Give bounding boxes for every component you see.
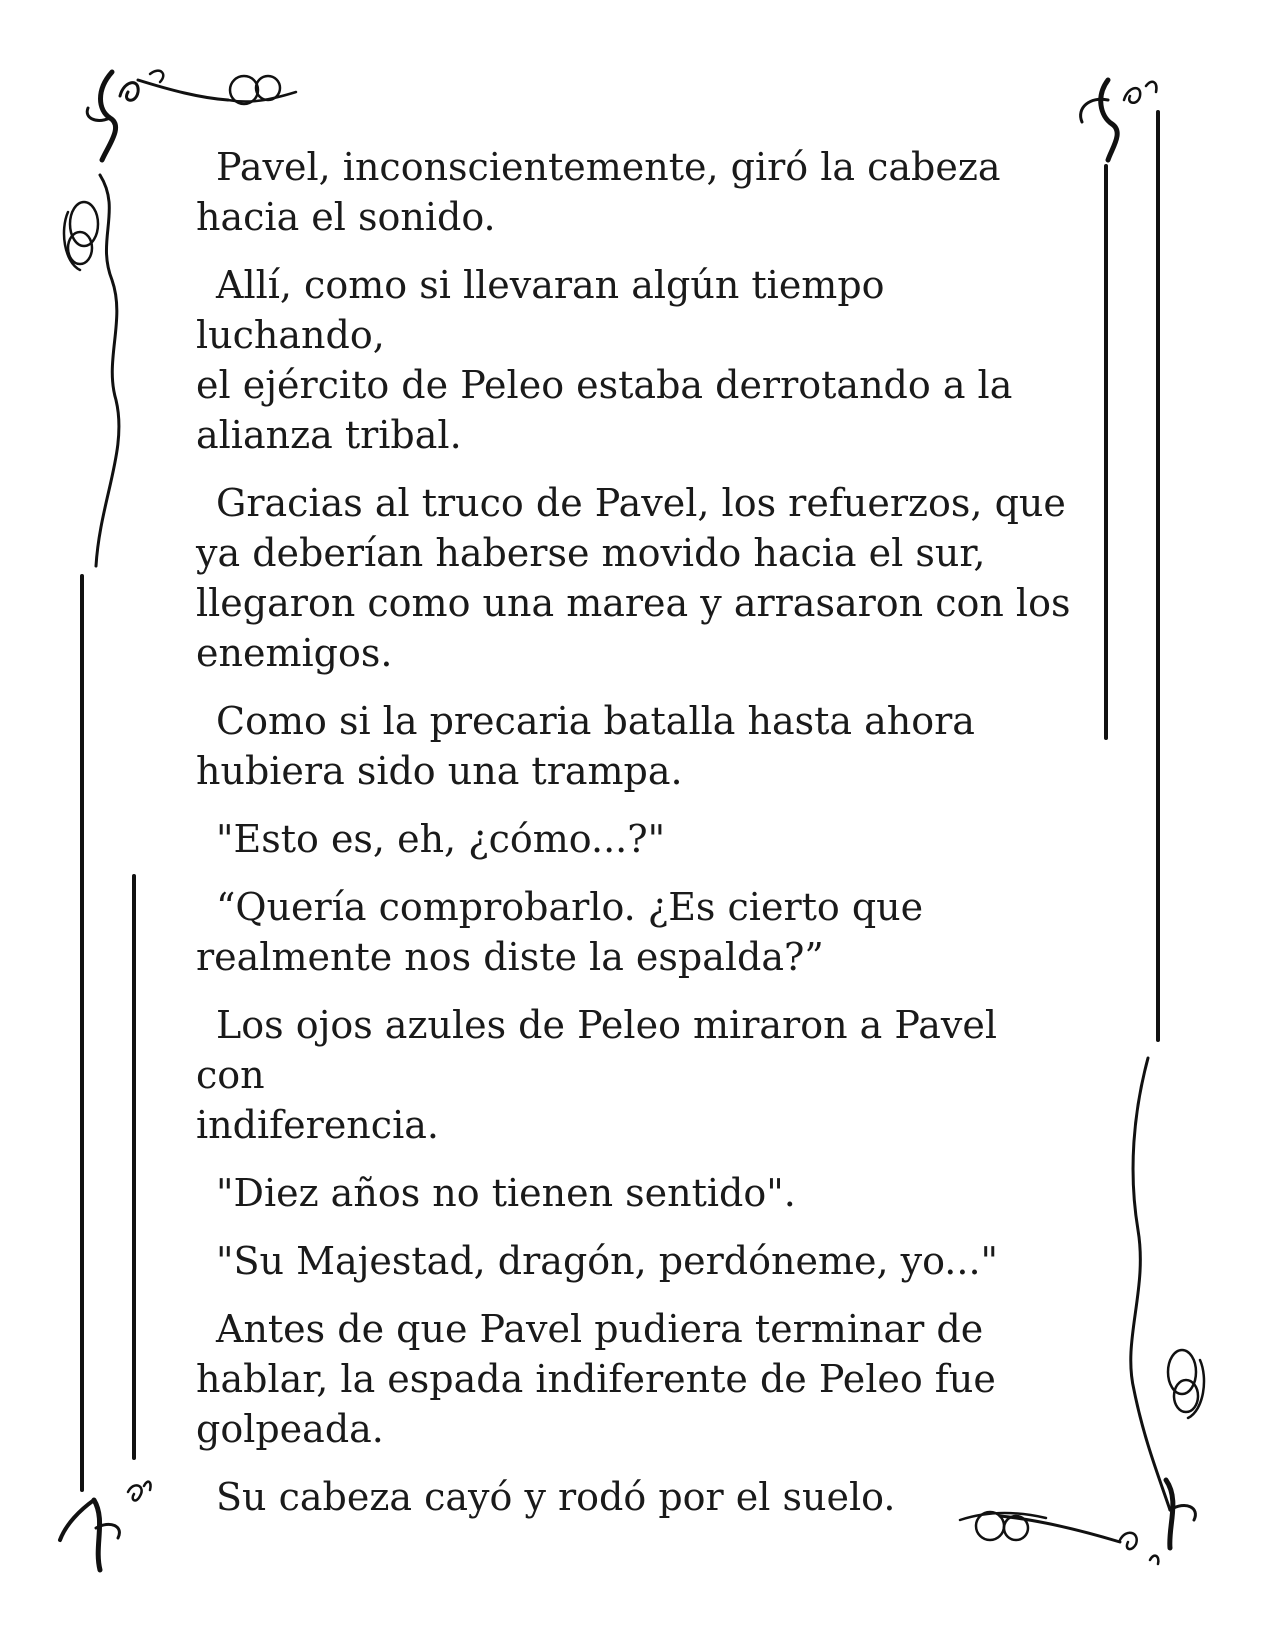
text-line: "Esto es, eh, ¿cómo...?" [216, 817, 666, 861]
text-line: "Su Majestad, dragón, perdóneme, yo..." [216, 1239, 999, 1283]
text-line: golpeada. [196, 1407, 384, 1451]
text-line: "Diez años no tienen sentido". [216, 1171, 796, 1215]
text-line: Antes de que Pavel pudiera terminar de [216, 1307, 984, 1351]
text-line: Pavel, inconscientemente, giró la cabeza [216, 145, 1001, 189]
paragraph [176, 478, 1076, 678]
paragraph [176, 260, 1076, 460]
body-text [176, 142, 1076, 1540]
text-line: hablar, la espada indiferente de Peleo fue [196, 1357, 996, 1401]
text-line: hacia el sonido. [196, 195, 496, 239]
paragraph [176, 1000, 1076, 1150]
text-line: llegaron como una marea y arrasaron con los [196, 581, 1071, 625]
paragraph [176, 1472, 1076, 1522]
text-line: Gracias al truco de Pavel, los refuerzos, que [216, 481, 1066, 525]
text-line: Los ojos azules de Peleo miraron a Pavel con [196, 1003, 997, 1097]
text-line: Allí, como si llevaran algún tiempo luchando, [196, 263, 885, 357]
text-line: enemigos. [196, 631, 393, 675]
text-line: “Quería comprobarlo. ¿Es cierto que [216, 885, 924, 929]
text-line: ya deberían haberse movido hacia el sur, [196, 531, 986, 575]
text-line: alianza tribal. [196, 413, 462, 457]
right-vine-ornament [1131, 1058, 1204, 1510]
paragraph [176, 696, 1076, 796]
text-line: indiferencia. [196, 1103, 439, 1147]
bottom-left-flourish-ornament [60, 1482, 151, 1570]
paragraph [176, 1304, 1076, 1454]
paragraph [176, 1168, 1076, 1218]
text-line: el ejército de Peleo estaba derrotando a la [196, 363, 1013, 407]
text-line: Como si la precaria batalla hasta ahora [216, 699, 975, 743]
paragraph [176, 882, 1076, 982]
left-vine-ornament [64, 175, 119, 566]
top-right-flourish-ornament [1081, 80, 1157, 160]
paragraph [176, 814, 1076, 864]
paragraph [176, 142, 1076, 242]
text-line: hubiera sido una trampa. [196, 749, 683, 793]
paragraph [176, 1236, 1076, 1286]
text-line: realmente nos diste la espalda?” [196, 935, 824, 979]
text-line: Su cabeza cayó y rodó por el suelo. [216, 1475, 896, 1519]
